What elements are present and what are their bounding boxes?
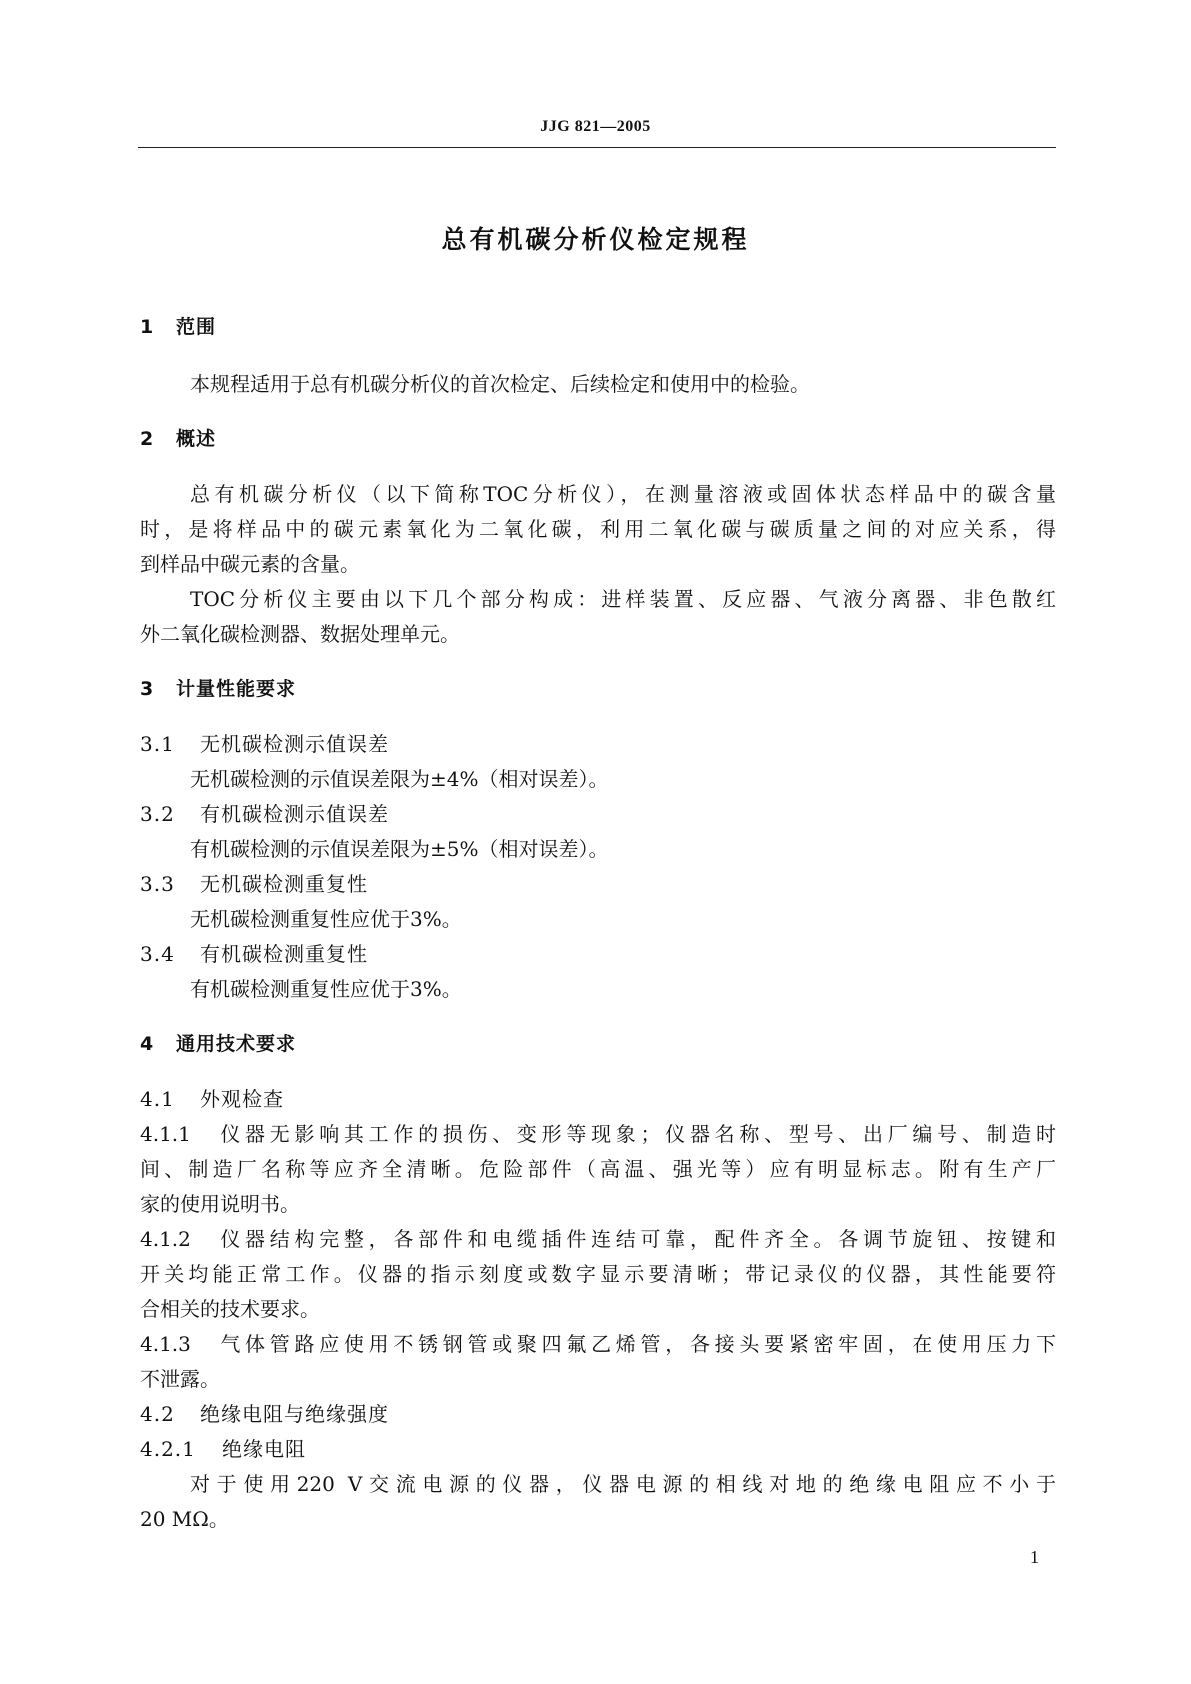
paragraph-line: 外二氧化碳检测器、数据处理单元。 bbox=[140, 622, 460, 646]
subsection-4-2-heading bbox=[140, 1398, 389, 1427]
subsection-number: 3.1 bbox=[140, 732, 175, 756]
header-rule bbox=[138, 147, 1056, 148]
section-1-heading bbox=[140, 312, 216, 339]
paragraph-line: TOC分析仪主要由以下几个部分构成：进样装置、反应器、气液分离器、非色散红 bbox=[190, 587, 1056, 611]
paragraph-line: 20 MΩ。 bbox=[140, 1507, 229, 1531]
subsection-title: 有机碳检测重复性 bbox=[200, 942, 368, 966]
section-number: 1 bbox=[140, 316, 155, 338]
page-number: 1 bbox=[1030, 1547, 1039, 1567]
subsection-number: 3.2 bbox=[140, 802, 175, 826]
paragraph-line: 有机碳检测的示值误差限为±5%（相对误差）。 bbox=[190, 837, 609, 861]
subsection-title: 绝缘电阻与绝缘强度 bbox=[200, 1402, 389, 1426]
subsection-4-2-1-heading bbox=[140, 1433, 306, 1462]
paragraph-line: 开关均能正常工作。仪器的指示刻度或数字显示要清晰；带记录仪的仪器，其性能要符 bbox=[140, 1262, 1056, 1286]
subsection-number: 3.4 bbox=[140, 942, 175, 966]
section-3-heading bbox=[140, 674, 296, 701]
section-number: 3 bbox=[140, 678, 155, 700]
subsection-title: 绝缘电阻 bbox=[222, 1437, 306, 1461]
paragraph-line: 总有机碳分析仪（以下简称TOC分析仪），在测量溶液或固体状态样品中的碳含量 bbox=[190, 482, 1056, 506]
paragraph-line: 无机碳检测重复性应优于3%。 bbox=[190, 907, 462, 931]
section-title: 概述 bbox=[176, 428, 217, 450]
subsection-number: 3.3 bbox=[140, 872, 175, 896]
page-header-code: JJG 821—2005 bbox=[540, 118, 651, 135]
paragraph-line: 4.1.1 仪器无影响其工作的损伤、变形等现象；仪器名称、型号、出厂编号、制造时 bbox=[140, 1122, 1056, 1146]
subsection-title: 无机碳检测示值误差 bbox=[200, 732, 389, 756]
paragraph-line: 有机碳检测重复性应优于3%。 bbox=[190, 977, 462, 1001]
subsection-number: 4.2.1 bbox=[140, 1437, 196, 1461]
subsection-title: 外观检查 bbox=[200, 1087, 284, 1111]
paragraph-line: 4.1.2 仪器结构完整，各部件和电缆插件连结可靠，配件齐全。各调节旋钮、按键和 bbox=[140, 1227, 1056, 1251]
subsection-4-1-heading bbox=[140, 1083, 284, 1112]
section-2-heading bbox=[140, 424, 216, 451]
subsection-title: 有机碳检测示值误差 bbox=[200, 802, 389, 826]
paragraph-line: 家的使用说明书。 bbox=[140, 1192, 300, 1216]
subsection-title: 无机碳检测重复性 bbox=[200, 872, 368, 896]
subsection-3-4-heading bbox=[140, 938, 368, 967]
paragraph-line: 无机碳检测的示值误差限为±4%（相对误差）。 bbox=[190, 767, 609, 791]
section-4-heading bbox=[140, 1029, 296, 1056]
section-number: 4 bbox=[140, 1033, 155, 1055]
paragraph-line: 合相关的技术要求。 bbox=[140, 1297, 320, 1321]
paragraph-line: 不泄露。 bbox=[140, 1367, 220, 1391]
section-number: 2 bbox=[140, 428, 155, 450]
subsection-3-3-heading bbox=[140, 868, 368, 897]
subsection-number: 4.2 bbox=[140, 1402, 175, 1426]
subsection-3-1-heading bbox=[140, 728, 389, 757]
paragraph-line: 4.1.3 气体管路应使用不锈钢管或聚四氟乙烯管，各接头要紧密牢固，在使用压力下 bbox=[140, 1332, 1056, 1356]
section-title: 计量性能要求 bbox=[176, 678, 297, 700]
paragraph-line: 本规程适用于总有机碳分析仪的首次检定、后续检定和使用中的检验。 bbox=[190, 372, 810, 396]
paragraph-line: 时，是将样品中的碳元素氧化为二氧化碳，利用二氧化碳与碳质量之间的对应关系，得 bbox=[140, 517, 1056, 541]
subsection-3-2-heading bbox=[140, 798, 389, 827]
paragraph-line: 到样品中碳元素的含量。 bbox=[140, 552, 360, 576]
paragraph-line: 间、制造厂名称等应齐全清晰。危险部件（高温、强光等）应有明显标志。附有生产厂 bbox=[140, 1157, 1056, 1181]
subsection-number: 4.1 bbox=[140, 1087, 175, 1111]
section-title: 范围 bbox=[176, 316, 217, 338]
paragraph-line: 对于使用220 V交流电源的仪器，仪器电源的相线对地的绝缘电阻应不小于 bbox=[190, 1472, 1056, 1496]
document-title: 总有机碳分析仪检定规程 bbox=[441, 225, 750, 254]
section-title: 通用技术要求 bbox=[176, 1033, 297, 1055]
